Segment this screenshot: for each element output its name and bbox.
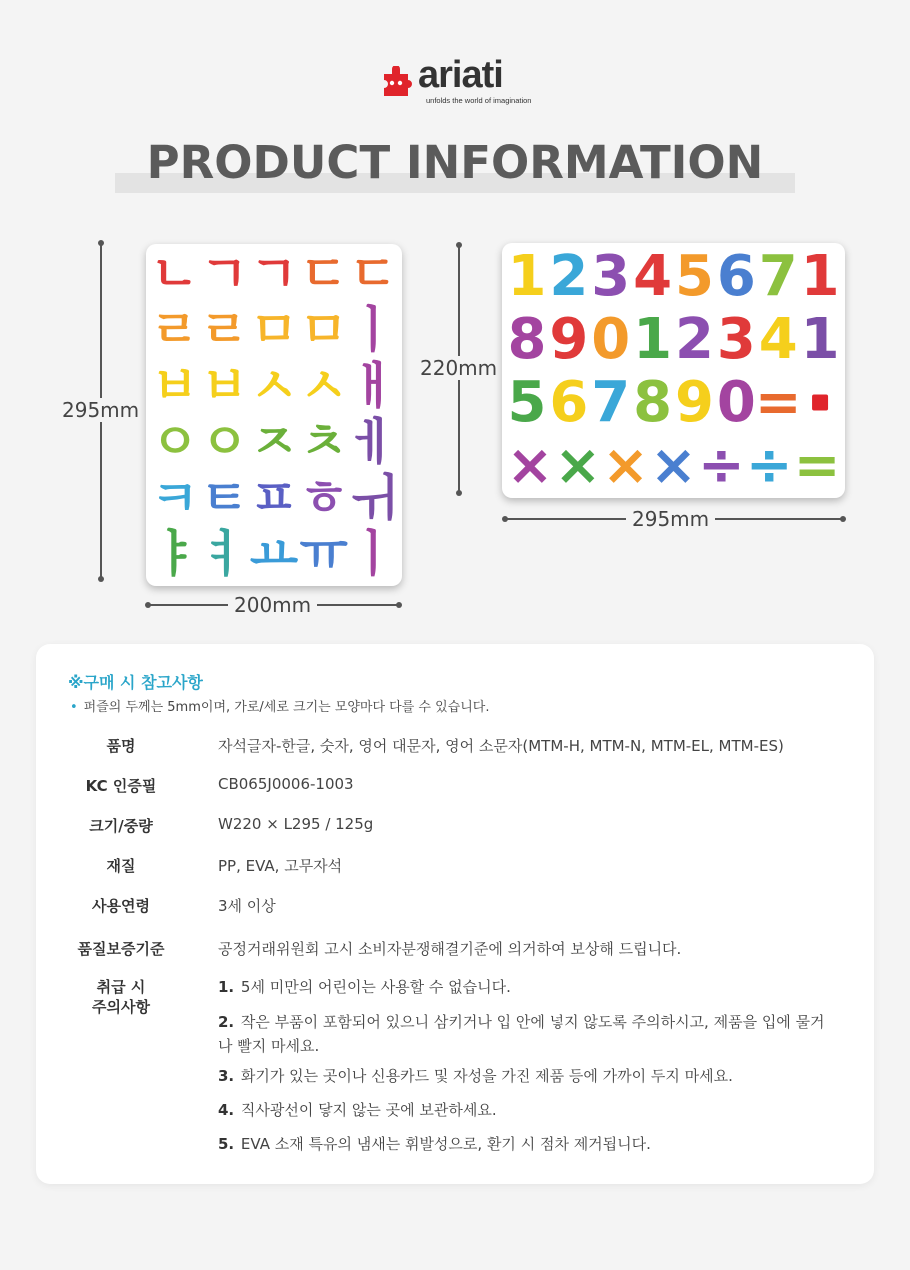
caution-text: 직사광선이 닿지 않는 곳에 보관하세요. (240, 1101, 497, 1119)
number-piece: 2 (549, 244, 589, 309)
right-width-dot-left (502, 516, 508, 522)
number-piece: 8 (633, 370, 673, 435)
notice-text-content: 퍼즐의 두께는 5mm이며, 가로/세로 크기는 모양마다 다를 수 있습니다. (83, 700, 490, 715)
korean-letter-piece: ㅈ (249, 413, 299, 471)
caution-num: 4. (218, 1101, 235, 1119)
number-piece: 1 (507, 244, 547, 309)
number-piece: 3 (591, 244, 631, 309)
number-board (502, 243, 845, 498)
number-piece: 9 (674, 370, 714, 435)
korean-letter-piece: ㄹ (200, 301, 249, 359)
puzzle-logo-icon (380, 66, 418, 100)
brand-logo (380, 54, 532, 108)
spec-key: 품명 (106, 737, 136, 755)
number-piece: 6 (716, 244, 756, 309)
spec-key: 재질 (106, 857, 136, 875)
number-piece: × (602, 433, 650, 498)
korean-letter-piece: ㅁ (299, 301, 348, 359)
left-width-dot-right (396, 602, 402, 608)
right-width-dot-right (840, 516, 846, 522)
spec-value: 공정거래위원회 고시 소비자분쟁해결기준에 의거하여 보상해 드립니다. (218, 940, 682, 958)
spec-value: 자석글자-한글, 숫자, 영어 대문자, 영어 소문자(MTM-H, MTM-N, MTM-EL, MTM-ES) (218, 737, 784, 755)
number-piece: 1 (800, 307, 840, 372)
spec-value: W220 × L295 / 125g (218, 815, 374, 833)
spec-key: 사용연령 (92, 897, 150, 915)
left-height-label: 295mm (56, 398, 145, 422)
caution-item (218, 1132, 838, 1156)
korean-letter-piece: ㅅ (299, 357, 348, 415)
korean-letter-piece: ㄷ (349, 245, 398, 303)
caution-item (218, 1098, 838, 1122)
korean-letter-piece: ㄱ (200, 245, 249, 303)
number-piece: ÷ (745, 433, 793, 498)
left-height-dot-top (98, 240, 104, 246)
korean-letter-piece: ㅇ (200, 413, 249, 471)
left-width-dot-left (145, 602, 151, 608)
number-piece: 1 (633, 307, 673, 372)
number-piece: 0 (716, 370, 756, 435)
korean-letter-piece: ㅑ (150, 525, 199, 583)
korean-letter-piece: ㄷ (299, 245, 348, 303)
korean-letter-board-graphic (146, 244, 402, 586)
number-piece: 3 (716, 307, 756, 372)
caution-text: 5세 미만의 어린이는 사용할 수 없습니다. (240, 978, 511, 996)
korean-letter-piece: ㅅ (249, 357, 299, 415)
spec-value: CB065J0006-1003 (218, 775, 354, 793)
caution-key-line1: 취급 시 (96, 978, 146, 996)
spec-key: 품질보증기준 (77, 940, 165, 958)
number-piece: × (554, 433, 602, 498)
number-piece: × (506, 433, 554, 498)
number-piece: ÷ (697, 433, 745, 498)
number-piece: = (793, 433, 841, 498)
korean-letter-piece: ㅎ (299, 469, 348, 527)
caution-num: 5. (218, 1135, 235, 1153)
number-piece: 5 (674, 244, 714, 309)
number-piece: 7 (758, 244, 798, 309)
korean-letter-piece: ㅌ (200, 469, 249, 527)
korean-letter-piece: ㅂ (150, 357, 199, 415)
caution-key-line2: 주의사항 (92, 998, 150, 1016)
right-width-label: 295mm (626, 507, 715, 531)
korean-letter-piece: ㅔ (349, 413, 398, 471)
caution-item (218, 1064, 838, 1088)
number-piece: 4 (633, 244, 673, 309)
number-piece: = (754, 370, 802, 435)
number-piece: 4 (758, 307, 798, 372)
korean-letter-piece: ㅣ (349, 301, 398, 359)
brand-name: ariati (418, 54, 503, 96)
left-height-dot-bottom (98, 576, 104, 582)
caution-num: 2. (218, 1013, 235, 1031)
right-height-dot-top (456, 242, 462, 248)
right-height-dot-bottom (456, 490, 462, 496)
caution-num: 3. (218, 1067, 235, 1085)
korean-letter-piece: ㅍ (249, 469, 299, 527)
caution-text: EVA 소재 특유의 냄새는 휘발성으로, 환기 시 점차 제거됩니다. (240, 1135, 651, 1153)
korean-letter-piece: ㄱ (249, 245, 299, 303)
caution-item (218, 975, 838, 999)
caution-text: 작은 부품이 포함되어 있으니 삼키거나 입 안에 넣지 않도록 주의하시고, 제품을 입에 물거나 빨지 마세요. (218, 1013, 825, 1055)
caution-num: 1. (218, 978, 235, 996)
korean-letter-piece: ㅛ (249, 525, 299, 583)
korean-letter-piece: ㄴ (150, 245, 199, 303)
korean-letter-board (146, 244, 402, 586)
korean-letter-piece: ㅐ (349, 357, 398, 415)
korean-letter-piece: ㅊ (299, 413, 348, 471)
number-piece: × (650, 433, 697, 498)
number-piece: 2 (674, 307, 714, 372)
korean-letter-piece: ㅕ (200, 525, 249, 583)
notice-text (70, 696, 489, 715)
number-piece: 7 (591, 370, 631, 435)
number-piece: 1 (800, 244, 840, 309)
brand-tagline: unfolds the world of imagination (426, 96, 532, 105)
spec-value: 3세 이상 (218, 897, 276, 915)
korean-letter-piece: ㅠ (299, 525, 348, 583)
spec-key: KC 인증필 (85, 777, 157, 795)
caution-text: 화기가 있는 곳이나 신용카드 및 자성을 가진 제품 등에 가까이 두지 마세요. (240, 1067, 733, 1085)
korean-letter-piece: ㅋ (150, 469, 199, 527)
page-title: PRODUCT INFORMATION (146, 136, 764, 189)
korean-letter-piece: ㄹ (150, 301, 199, 359)
bullet-dot-icon: • (70, 700, 78, 715)
right-height-label: 220mm (414, 356, 503, 380)
spec-value: PP, EVA, 고무자석 (218, 857, 343, 875)
korean-letter-piece: ㅣ (349, 525, 398, 583)
caution-item (218, 1010, 838, 1058)
left-width-label: 200mm (228, 593, 317, 617)
number-board-graphic (502, 243, 845, 498)
korean-letter-piece: ㅟ (349, 469, 398, 527)
number-piece: 0 (591, 307, 631, 372)
caution-key (36, 977, 206, 1017)
number-piece: 5 (507, 370, 547, 435)
number-piece: 8 (507, 307, 547, 372)
number-piece: 6 (549, 370, 589, 435)
spec-key: 크기/중량 (89, 817, 153, 835)
notice-title: ※구매 시 참고사항 (68, 673, 203, 692)
korean-letter-piece: ㅂ (200, 357, 249, 415)
korean-letter-piece: ㅁ (249, 301, 299, 359)
brand-mark-icon (812, 395, 828, 411)
product-info-card (36, 644, 874, 1184)
number-piece: 9 (549, 307, 589, 372)
korean-letter-piece: ㅇ (150, 413, 199, 471)
